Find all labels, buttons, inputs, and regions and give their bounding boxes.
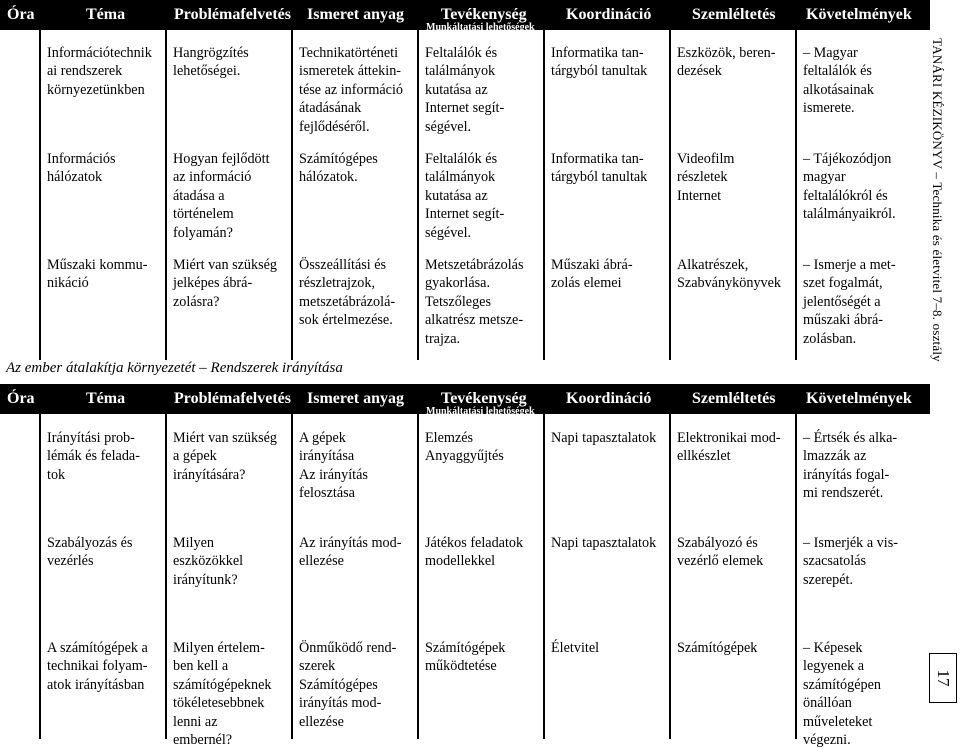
header-koordinacio: Koordináció [566, 6, 652, 23]
table-cell: Önműködő rend- szerek Számítógépes irányítás mod- ellezése [299, 640, 397, 730]
table-cell: Miért van szükség jelképes ábrá- zolásra? [173, 257, 278, 310]
table-cell: Információs hálózatok [47, 151, 116, 186]
table-cell: Milyen értelem- ben kell a számítógépeknek tökéletesebbnek lenni az embernél? [173, 640, 272, 749]
table-cell: Életvitel [551, 640, 600, 656]
side-running-head [917, 35, 957, 365]
header-ora: Óra [7, 6, 35, 23]
table-header-2 [0, 384, 930, 417]
column-divider [39, 30, 41, 360]
table-cell: Műszaki kommu- nikáció [47, 257, 148, 292]
column-divider [291, 30, 293, 360]
table-cell: Elemzés Anyaggyűjtés [425, 430, 504, 465]
table-cell: Hangrögzítés lehetőségei. [173, 45, 249, 80]
table-header-1 [0, 0, 930, 33]
header-tevekenyseg: Tevékenység [441, 6, 527, 23]
table-cell: Az irányítás mod- ellezése [299, 535, 402, 570]
table-cell: Napi tapasztalatok [551, 430, 657, 446]
table-cell: Szabályozó és vezérlő elemek [677, 535, 764, 570]
table-cell: Hogyan fejlődött az információ átadása a történelem folyamán? [173, 151, 270, 241]
table-cell: Feltalálók és találmányok kutatása az Internet segít- ségével. [425, 151, 505, 241]
header-problemafelvetes: Problémafelvetés [174, 6, 291, 23]
table-cell: Informatika tan- tárgyból tanultak [551, 151, 648, 186]
header-tevekenyseg: Tevékenység [441, 390, 527, 407]
table-cell: Számítógépek működtetése [425, 640, 506, 675]
table-cell: Technikatörténeti ismeretek áttekin- tése az információ átadásának fejlődéséről. [299, 45, 403, 135]
header-problemafelvetes: Problémafelvetés [174, 390, 291, 407]
column-divider [39, 414, 41, 739]
table-cell: Metszetábrázolás gyakorlása. Tetszőleges alkatrész metsze- trajza. [425, 257, 524, 347]
table-cell: – Értsék és alka- lmazzák az irányítás fogal- mi rendszerét. [803, 430, 898, 502]
header-ismeret-anyag: Ismeret anyag [307, 6, 405, 23]
table-cell: A számítógépek a technikai folyam- atok irányításban [47, 640, 148, 693]
table-cell: Videofilm részletek Internet [677, 151, 735, 204]
table-cell: Feltalálók és találmányok kutatása az Internet segít- ségével. [425, 45, 505, 135]
header-tema: Téma [86, 6, 126, 23]
table-cell: – Magyar feltalálók és alkotásainak ismerete. [803, 45, 874, 117]
table-cell: Milyen eszközökkel irányítunk? [173, 535, 244, 588]
table-cell: Információtechnik ai rendszerek környezetünkben [47, 45, 152, 98]
page-number: 17 [934, 669, 953, 687]
header-munkaltatasi: Munkáltatási lehetőségek [426, 22, 535, 33]
column-divider [795, 414, 797, 739]
page-number-box [929, 653, 957, 703]
header-ora: Óra [7, 390, 35, 407]
header-kovetelmenyek: Követelmények [806, 390, 912, 407]
column-divider [669, 414, 671, 739]
column-divider [669, 30, 671, 360]
table-cell: Számítógépes hálózatok. [299, 151, 378, 186]
table-cell: – Ismerjék a vis- szacsatolás szerepét. [803, 535, 898, 588]
section-title: Az ember átalakítja környezetét – Rendszerek irányítása [6, 360, 343, 376]
table-cell: Irányítási prob- lémák és felada- tok [47, 430, 140, 483]
table-cell: Összeállítási és részletrajzok, metszetábrázolá- sok értelmezése. [299, 257, 396, 329]
header-tema: Téma [86, 390, 126, 407]
table-cell: Miért van szükség a gépek irányítására? [173, 430, 278, 483]
header-munkaltatasi: Munkáltatási lehetőségek [426, 406, 535, 417]
column-divider [543, 30, 545, 360]
table-cell: Eszközök, beren- dezések [677, 45, 776, 80]
table-cell: Számítógépek [677, 640, 758, 656]
header-szemleltetes: Szemléltetés [692, 6, 776, 23]
column-divider [165, 414, 167, 739]
table-cell: Műszaki ábrá- zolás elemei [551, 257, 633, 292]
side-label: TANÁRI KÉZIKÖNYV – Technika és életvitel 7–8. osztály [930, 38, 945, 362]
column-divider [165, 30, 167, 360]
column-divider [417, 414, 419, 739]
table-cell: A gépek irányítása Az irányítás felosztása [299, 430, 368, 502]
table-cell: Elektronikai mod- ellkészlet [677, 430, 781, 465]
header-koordinacio: Koordináció [566, 390, 652, 407]
table-cell: Alkatrészek, Szabványkönyvek [677, 257, 782, 292]
column-divider [543, 414, 545, 739]
column-divider [417, 30, 419, 360]
table-cell: Napi tapasztalatok [551, 535, 657, 551]
header-kovetelmenyek: Követelmények [806, 6, 912, 23]
table-cell: – Ismerje a met- szet fogalmát, jelentőségét a műszaki ábrá- zolásban. [803, 257, 896, 347]
table-cell: – Képesek legyenek a számítógépen önállóan műveleteket végezni. [803, 640, 882, 749]
column-divider [291, 414, 293, 739]
header-szemleltetes: Szemléltetés [692, 390, 776, 407]
column-divider [795, 30, 797, 360]
table-cell: Játékos feladatok modellekkel [425, 535, 524, 570]
table-cell: – Tájékozódjon magyar feltalálókról és találmányaikról. [803, 151, 896, 223]
header-ismeret-anyag: Ismeret anyag [307, 390, 405, 407]
table-cell: Informatika tan- tárgyból tanultak [551, 45, 648, 80]
table-cell: Szabályozás és vezérlés [47, 535, 133, 570]
